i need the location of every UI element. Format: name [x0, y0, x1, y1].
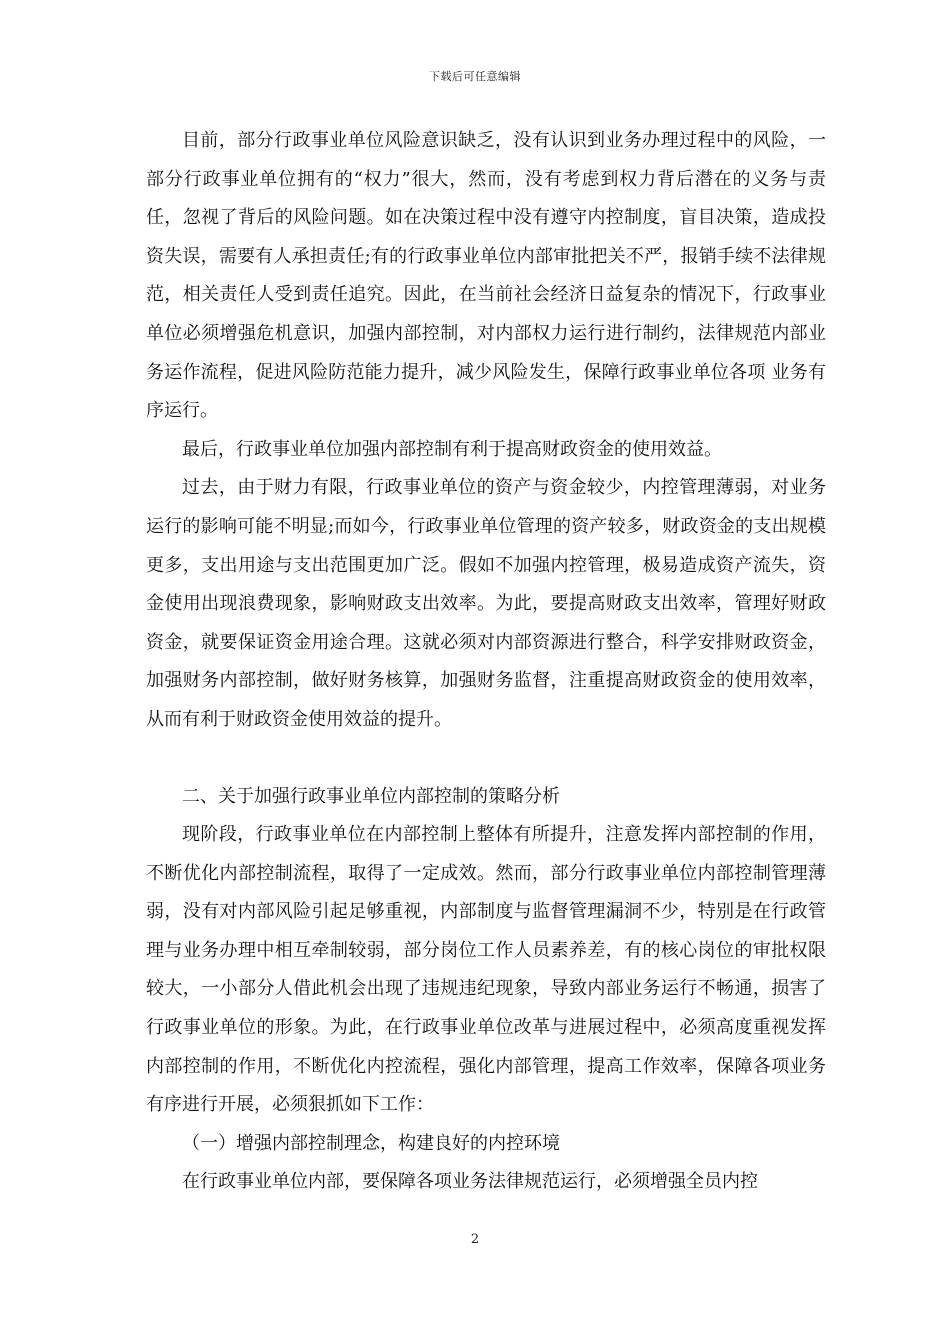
document-body: [146, 122, 826, 1202]
paragraph-risk-awareness: 目前，部分行政事业单位风险意识缺乏，没有认识到业务办理过程中的风险，一部分行政事业单位拥有的“权力”很大，然而，没有考虑到权力背后潜在的义务与责任，忽视了背后的风险问题。如在决策过程中没有遵守内控制度，盲目决策，造成投资失误，需要有人承担责任;有的行政事业单位内部审批把关不严，报销手续不法律规范，相关责任人受到责任追究。因此，在当前社会经济日益复杂的情况下，行政事业单位必须增强危机意识，加强内部控制，对内部权力运行进行制约，法律规范内部业务运作流程，促进风险防范能力提升，减少风险发生，保障行政事业单位各项 业务有序运行。: [146, 130, 826, 422]
page-header: 下载后可任意编辑: [429, 70, 521, 83]
paragraph-finance-efficiency: 过去，由于财力有限，行政事业单位的资产与资金较少，内控管理薄弱，对业务运行的影响可能不明显;而如今，行政事业单位管理的资产较多，财政资金的支出规模更多，支出用途与支出范围更加广泛。假如不加强内控管理，极易造成资产流失，资金使用出现浪费现象，影响财政支出效率。为此，要提高财政支出效率，管理好财政资金，就要保证资金用途合理。这就必须对内部资源进行整合，科学安排财政资金，加强财务内部控制，做好财务核算，加强财务监督，注重提高财政资金的使用效率，从而有利于财政资金使用效益的提升。: [146, 477, 826, 730]
page-number: 2: [470, 1232, 480, 1247]
subsection-heading: （一）增强内部控制理念，构建良好的内控环境: [182, 1132, 560, 1154]
paragraph-finance-efficiency-lead: 最后，行政事业单位加强内部控制有利于提高财政资金的使用效益。: [182, 438, 722, 460]
paragraph-internal-control: 在行政事业单位内部，要保障各项业务法律规范运行，必须增强全员内控: [182, 1171, 758, 1193]
paragraph-current-stage: 现阶段，行政事业单位在内部控制上整体有所提升，注意发挥内部控制的作用，不断优化内部控制流程，取得了一定成效。然而，部分行政事业单位内部控制管理薄弱，没有对内部风险引起足够重视，内部制度与监督管理漏洞不少，特别是在行政管理与业务办理中相互牵制较弱，部分岗位工作人员素养差，有的核心岗位的审批权限较大，一小部分人借此机会出现了违规违纪现象，导致内部业务运行不畅通，损害了行政事业单位的形象。为此，在行政事业单位改革与进展过程中，必须高度重视发挥内部控制的作用，不断优化内控流程，强化内部管理，提高工作效率，保障各项业务有序进行开展，必须狠抓如下工作：: [146, 824, 826, 1116]
section-heading: 二、关于加强行政事业单位内部控制的策略分析: [182, 785, 560, 807]
